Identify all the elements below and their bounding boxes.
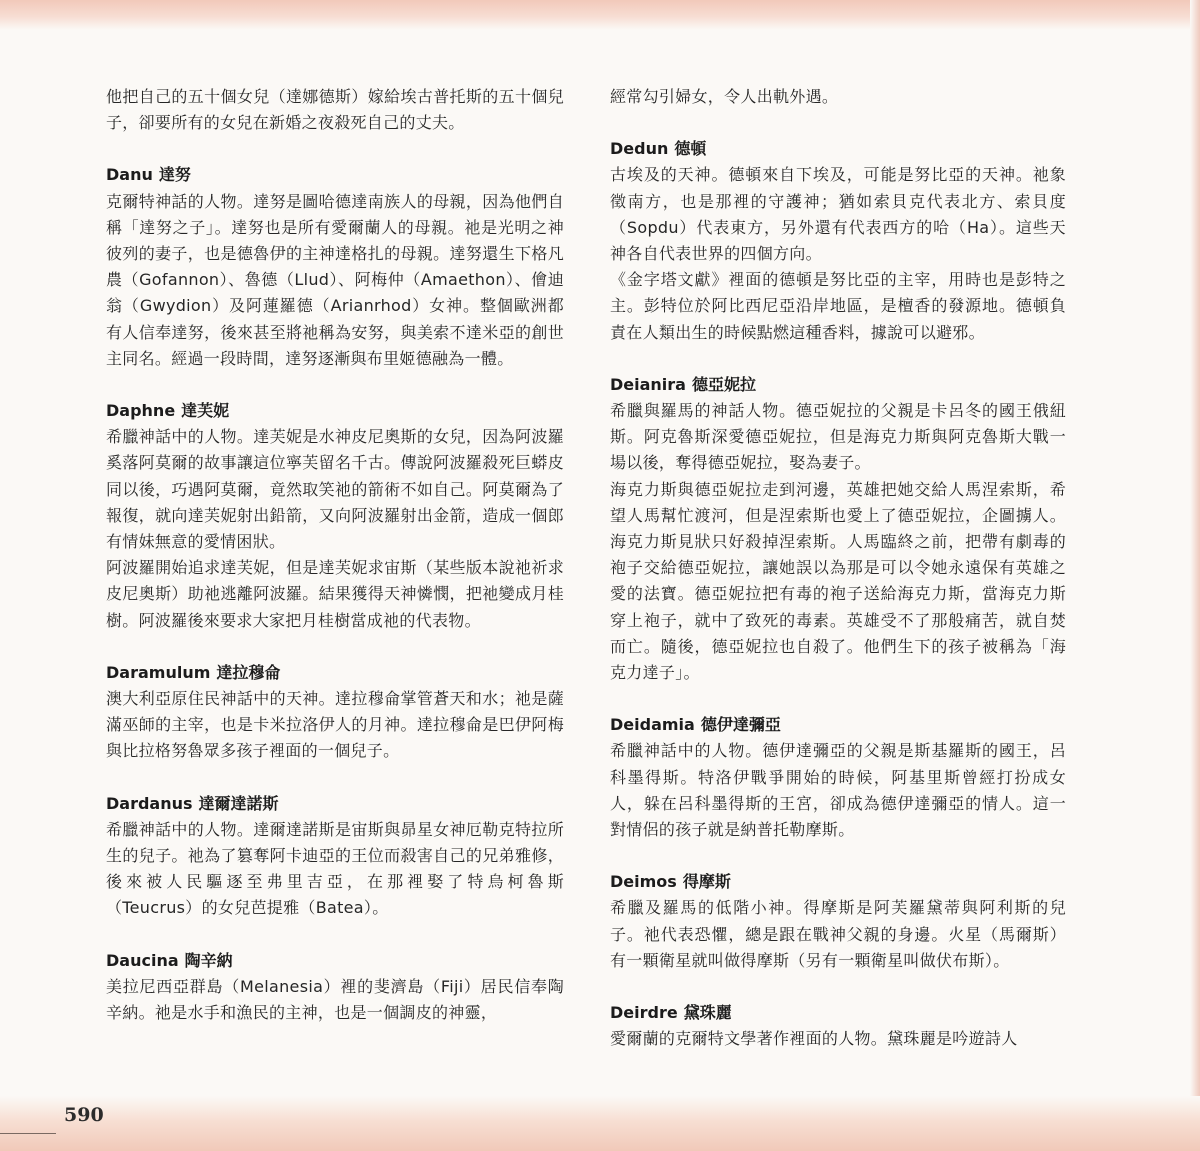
entry-heading <box>106 791 564 817</box>
entry-deidamia <box>610 712 1066 843</box>
continuation-text: 他把自己的五十個女兒（達娜德斯）嫁給埃古普托斯的五十個兒子，卻要所有的女兒在新婚之夜殺死自己的丈夫。 <box>106 87 564 133</box>
entry-name-chinese: 達拉穆侖 <box>216 662 281 682</box>
entry-name-latin: Dedun <box>610 139 669 159</box>
entry-name-chinese: 達芙妮 <box>181 401 230 421</box>
entry-heading <box>610 372 1066 398</box>
entry-name-chinese: 達努 <box>158 165 191 185</box>
entry-name-chinese: 黛珠麗 <box>683 1003 732 1023</box>
entry-heading <box>610 869 1066 895</box>
entry-deirdre <box>610 1000 1066 1052</box>
entry-name-chinese: 陶辛納 <box>184 950 233 970</box>
scan-edge-top <box>0 0 1200 30</box>
entry-deianira <box>610 372 1066 686</box>
page-number-rule <box>0 1133 56 1134</box>
left-column <box>106 84 564 1052</box>
entry-daramulum <box>106 660 564 765</box>
entry-name-latin: Deirdre <box>610 1003 678 1023</box>
entry-dardanus <box>106 791 564 922</box>
entry-name-latin: Daphne <box>106 401 176 421</box>
entry-daphne <box>106 398 564 634</box>
page-number: 590 <box>64 1104 104 1126</box>
entry-paragraph: 希臘神話中的人物。達爾達諾斯是宙斯與昴星女神厄勒克特拉所生的兒子。祂為了篡奪阿卡迪亞的王位而殺害自己的兄弟雅修，後來被人民驅逐至弗里吉亞，在那裡娶了特烏柯魯斯（Teucrus）的女兒芭提雅（Batea）。 <box>106 819 564 918</box>
entry-daucina <box>106 948 564 1027</box>
entry-paragraph: 希臘及羅馬的低階小神。得摩斯是阿芙羅黛蒂與阿利斯的兒子。祂代表恐懼，總是跟在戰神父親的身邊。火星（馬爾斯）有一顆衛星就叫做得摩斯（另有一顆衛星叫做伏布斯）。 <box>610 898 1066 970</box>
entry-paragraph: 澳大利亞原住民神話中的天神。達拉穆侖掌管蒼天和水；祂是薩滿巫師的主宰，也是卡米拉洛伊人的月神。達拉穆侖是巴伊阿梅與比拉格努魯眾多孩子裡面的一個兒子。 <box>106 689 564 761</box>
entry-danu <box>106 162 564 372</box>
entry-name-chinese: 達爾達諾斯 <box>198 793 279 813</box>
entry-heading <box>106 398 564 424</box>
entry-name-chinese: 德頓 <box>674 139 707 159</box>
entry-heading <box>106 660 564 686</box>
entry-name-latin: Danu <box>106 165 153 185</box>
entry-heading <box>106 162 564 188</box>
entry-paragraph: 希臘神話中的人物。達芙妮是水神皮尼奧斯的女兒，因為阿波羅奚落阿莫爾的故事讓這位寧芙留名千古。傳說阿波羅殺死巨蟒皮同以後，巧遇阿莫爾，竟然取笑祂的箭術不如自己。阿莫爾為了報復，就向達芙妮射出鉛箭，又向阿波羅射出金箭，造成一個郎有情妹無意的愛情困狀。 <box>106 427 564 552</box>
entry-heading <box>610 712 1066 738</box>
entry-name-chinese: 得摩斯 <box>682 872 731 892</box>
entry-paragraph: 《金字塔文獻》裡面的德頓是努比亞的主宰，用時也是彭特之主。彭特位於阿比西尼亞沿岸地區，是檀香的發源地。德頓負責在人類出生的時候點燃這種香料，據說可以避邪。 <box>610 270 1066 342</box>
scan-edge-bottom <box>0 1096 1200 1151</box>
right-column <box>610 84 1066 1079</box>
entry-name-chinese: 德亞妮拉 <box>691 374 756 394</box>
entry-heading <box>610 136 1066 162</box>
entry-heading <box>106 948 564 974</box>
entry-name-chinese: 德伊達彌亞 <box>700 715 781 735</box>
continuation-text: 經常勾引婦女，令人出軌外遇。 <box>610 87 839 106</box>
entry-deimos <box>610 869 1066 974</box>
entry-name-latin: Deianira <box>610 374 686 394</box>
entry-paragraph: 海克力斯與德亞妮拉走到河邊，英雄把她交給人馬涅索斯，希望人馬幫忙渡河，但是涅索斯也愛上了德亞妮拉，企圖擄人。海克力斯見狀只好殺掉涅索斯。人馬臨終之前，把帶有劇毒的袍子交給德亞妮拉，讓她誤以為那是可以令她永遠保有英雄之愛的法寶。德亞妮拉把有毒的袍子送給海克力斯，當海克力斯穿上袍子，就中了致死的毒素。英雄受不了那般痛苦，就自焚而亡。隨後，德亞妮拉也自殺了。他們生下的孩子被稱為「海克力達子」。 <box>610 479 1066 683</box>
entry-paragraph: 美拉尼西亞群島（Melanesia）裡的斐濟島（Fiji）居民信奉陶辛納。祂是水手和漁民的主神，也是一個調皮的神靈， <box>106 976 564 1023</box>
entry-paragraph: 古埃及的天神。德頓來自下埃及，可能是努比亞的天神。祂象徵南方，也是那裡的守護神；猶如索貝克代表北方、索貝度（Sopdu）代表東方，另外還有代表西方的哈（Ha）。這些天神各自代表世界的四個方向。 <box>610 165 1066 264</box>
scan-edge-right <box>1190 0 1200 1151</box>
entry-heading <box>610 1000 1066 1026</box>
entry-paragraph: 克爾特神話的人物。達努是圖哈德達南族人的母親，因為他們自稱「達努之子」。達努也是所有愛爾蘭人的母親。祂是光明之神彼列的妻子，也是德魯伊的主神達格扎的母親。達努還生下格凡農（Gofannon）、魯德（Llud）、阿梅仲（Amaethon）、儈迪翁（Gwydion）及阿蓮羅德（Arianrhod）女神。整個歐洲都有人信奉達努，後來甚至將祂稱為安努，與美索不達米亞的創世主同名。經過一段時間，達努逐漸與布里姬德融為一體。 <box>106 191 564 368</box>
entry-paragraph: 阿波羅開始追求達芙妮，但是達芙妮求宙斯（某些版本說祂祈求皮尼奧斯）助祂逃離阿波羅。結果獲得天神憐憫，把祂變成月桂樹。阿波羅後來要求大家把月桂樹當成祂的代表物。 <box>106 558 564 630</box>
entry-name-latin: Daramulum <box>106 662 211 682</box>
entry-name-latin: Daucina <box>106 950 179 970</box>
entry-paragraph: 愛爾蘭的克爾特文學著作裡面的人物。黛珠麗是吟遊詩人 <box>610 1029 1018 1049</box>
entry-name-latin: Dardanus <box>106 793 193 813</box>
entry-paragraph: 希臘神話中的人物。德伊達彌亞的父親是斯基羅斯的國王，呂科墨得斯。特洛伊戰爭開始的時候，阿基里斯曾經打扮成女人，躲在呂科墨得斯的王宮，卻成為德伊達彌亞的情人。這一對情侶的孩子就是納普托勒摩斯。 <box>610 741 1066 840</box>
entry-name-latin: Deimos <box>610 872 677 892</box>
entry-name-latin: Deidamia <box>610 715 695 735</box>
entry-dedun <box>610 136 1066 346</box>
entry-paragraph: 希臘與羅馬的神話人物。德亞妮拉的父親是卡呂冬的國王俄紐斯。阿克魯斯深愛德亞妮拉，但是海克力斯與阿克魯斯大戰一場以後，奪得德亞妮拉，娶為妻子。 <box>610 401 1066 473</box>
